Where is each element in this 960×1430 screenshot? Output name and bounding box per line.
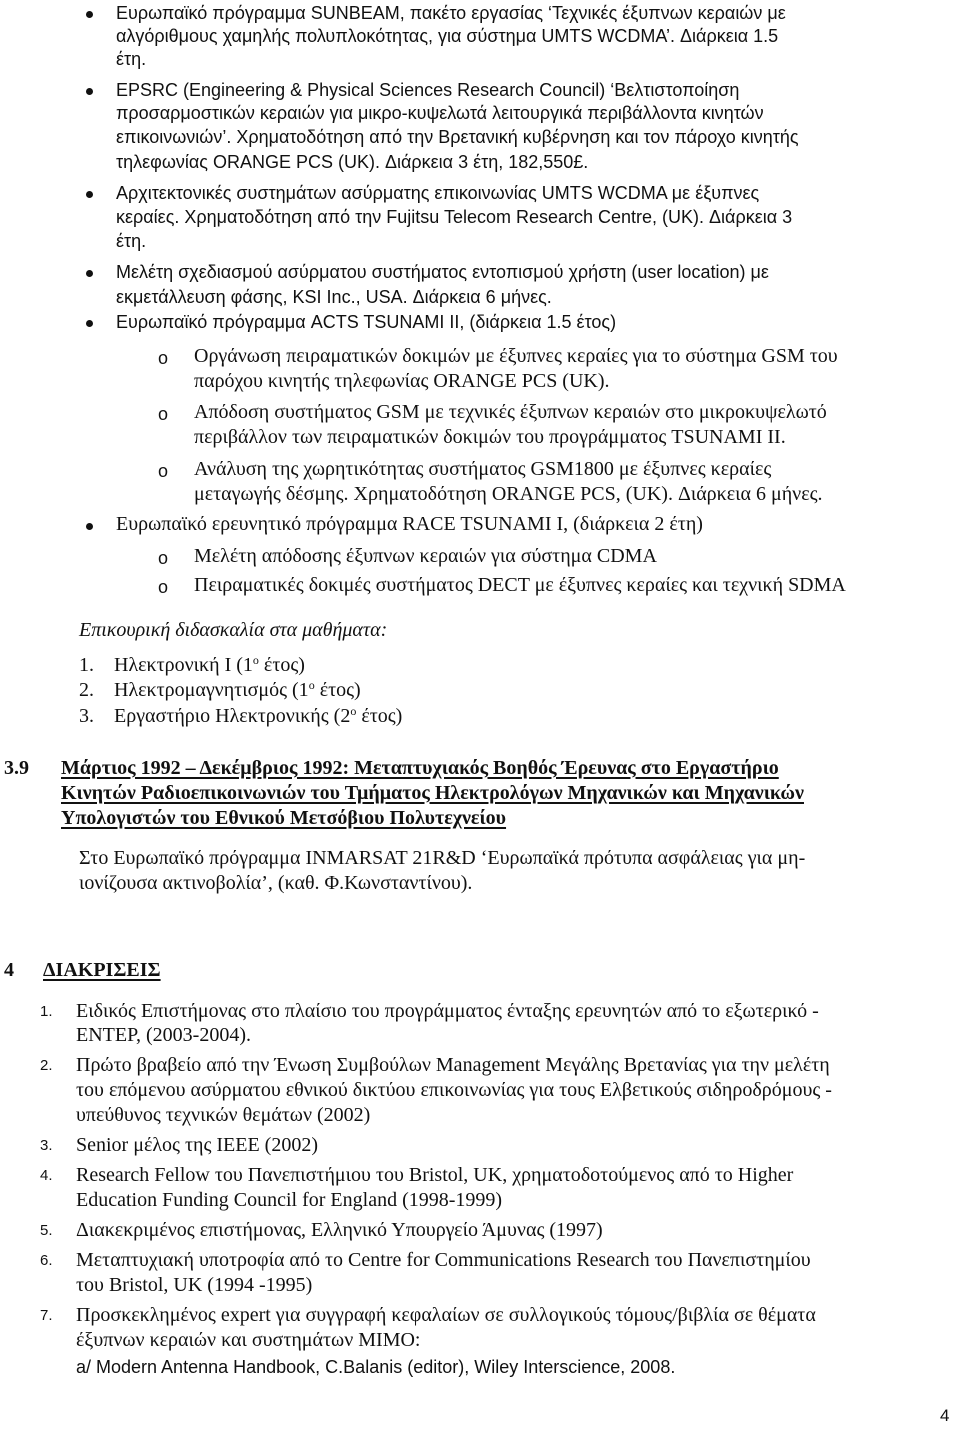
- distinction-num: 4.: [40, 1167, 53, 1184]
- distinction-7-line-1: Προσκεκλημένος expert για συγγραφή κεφαλαίων σε συλλογικούς τόμους/βιβλία σε θέματα: [76, 1304, 816, 1326]
- ring-bullet-marker: o: [158, 404, 169, 424]
- teaching-item-text: έτος): [356, 705, 403, 727]
- race-subitem-2: Πειραματικές δοκιμές συστήματος DECT με έξυπνες κεραίες και τεχνική SDMA: [194, 574, 846, 596]
- distinction-6-line-1: Μεταπτυχιακή υποτροφία από το Centre for Communications Research του Πανεπιστημίου: [76, 1249, 811, 1271]
- superscript: ο: [252, 653, 259, 667]
- teaching-item-text: έτος): [258, 654, 305, 676]
- teaching-item-text: έτος): [314, 679, 361, 701]
- distinction-4-line-2: Education Funding Council for England (1998-1999): [76, 1189, 503, 1211]
- bullet-2-line-2: προσαρμοστικών κεραιών για μικρο-κυψελωτά λειτουργικά περιβάλλοντα κινητών: [116, 103, 764, 123]
- tsunami2-item-3-line-1: Ανάλυση της χωρητικότητας συστήματος GSM1800 με έξυπνες κεραίες: [194, 458, 772, 480]
- teaching-item-num: 3.: [79, 705, 94, 727]
- bullet-marker: [86, 320, 93, 327]
- bullet-marker: [86, 523, 93, 530]
- distinction-num: 5.: [40, 1222, 53, 1239]
- distinction-1-line-2: ENTEP, (2003-2004).: [76, 1024, 251, 1046]
- distinction-2-line-1: Πρώτο βραβείο από την Ένωση Συμβούλων Management Μεγάλης Βρετανίας για την μελέτη: [76, 1054, 830, 1076]
- distinction-num: 3.: [40, 1137, 53, 1154]
- teaching-item-3: [79, 706, 402, 726]
- distinction-num: 2.: [40, 1057, 53, 1074]
- bullet-2-line-4: τηλεφωνίας ORANGE PCS (UK). Διάρκεια 3 έτη, 182,550£.: [116, 152, 589, 172]
- bullet-4-line-1: Μελέτη σχεδιασμού ασύρματου συστήματος εντοπισμού χρήστη (user location) με: [116, 262, 769, 282]
- distinction-3-line-1: Senior μέλος της IEEE (2002): [76, 1134, 319, 1156]
- teaching-item-text: Εργαστήριο Ηλεκτρονικής (2: [114, 705, 351, 727]
- bullet-5-line-1: Ευρωπαϊκό πρόγραμμα ACTS TSUNAMI II, (διάρκεια 1.5 έτος): [116, 312, 617, 332]
- bullet-marker: [86, 88, 93, 95]
- bullet-marker: [86, 191, 93, 198]
- tsunami2-item-1-line-1: Οργάνωση πειραματικών δοκιμών με έξυπνες κεραίες για το σύστημα GSM του: [194, 345, 838, 367]
- distinction-6-line-2: του Bristol, UK (1994 -1995): [76, 1274, 313, 1296]
- bullet-1-line-1: Ευρωπαϊκό πρόγραμμα SUNBEAM, πακέτο εργασίας ‘Τεχνικές έξυπνων κεραιών με: [116, 3, 786, 23]
- section-3-9-title-line-2: Κινητών Ραδιοεπικοινωνιών του Τμήματος Ηλεκτρολόγων Μηχανικών και Μηχανικών: [61, 782, 804, 804]
- distinction-4-line-1: Research Fellow του Πανεπιστήμιου του Bristol, UK, χρηματοδοτούμενος από το Higher: [76, 1164, 794, 1186]
- distinction-2-line-3: υπεύθυνος τεχνικών θεμάτων (2002): [76, 1104, 371, 1126]
- bullet-3-line-2: κεραίες. Χρηματοδότηση από την Fujitsu Telecom Research Centre, (UK). Διάρκεια 3: [116, 207, 793, 227]
- ring-bullet-marker: o: [158, 577, 169, 597]
- section-3-9-body-line-1: Στο Ευρωπαϊκό πρόγραμμα INMARSAT 21R&D ‘Ευρωπαϊκά πρότυπα ασφάλειας για μη-: [79, 847, 806, 869]
- teaching-item-num: 1.: [79, 654, 94, 676]
- teaching-item-num: 2.: [79, 679, 94, 701]
- teaching-item-1: [79, 655, 305, 675]
- distinction-1-line-1: Ειδικός Επιστήμονας στο πλαίσιο του προγράμματος ένταξης ερευνητών από το εξωτερικό -: [76, 1000, 819, 1022]
- distinction-num: 1.: [40, 1003, 53, 1020]
- bullet-marker: [86, 270, 93, 277]
- ring-bullet-marker: o: [158, 461, 169, 481]
- race-bullet-text: Ευρωπαϊκό ερευνητικό πρόγραμμα RACE TSUNAMI I, (διάρκεια 2 έτη): [116, 513, 703, 535]
- distinction-2-line-2: του επόμενου ασύρματου εθνικού δικτύου επικοινωνίας για τους Ελβετικούς σιδηροδρόμους -: [76, 1079, 832, 1101]
- bullet-4-line-2: εκμετάλλευση φάσης, KSI Inc., USA. Διάρκεια 6 μήνες.: [116, 287, 552, 307]
- section-4-number: 4: [4, 959, 14, 981]
- bullet-2-line-3: επικοινωνιών’. Χρηματοδότηση από την Βρετανική κυβέρνηση και τον πάροχο κινητής: [116, 127, 799, 147]
- bullet-1-line-3: έτη.: [116, 49, 147, 69]
- section-3-9-title-line-3: Υπολογιστών του Εθνικού Μετσόβιου Πολυτεχνείου: [61, 807, 507, 829]
- tsunami2-item-3-line-2: μεταγωγής δέσμης. Χρηματοδότηση ORANGE PCS, (UK). Διάρκεια 6 μήνες.: [194, 483, 823, 505]
- bullet-marker: [86, 11, 93, 18]
- superscript: ο: [308, 678, 315, 692]
- bullet-3-line-3: έτη.: [116, 231, 147, 251]
- bullet-3-line-1: Αρχιτεκτονικές συστημάτων ασύρματης επικοινωνίας UMTS WCDMA με έξυπνες: [116, 183, 760, 203]
- teaching-heading: Επικουρική διδασκαλία στα μαθήματα:: [79, 619, 388, 641]
- teaching-item-2: [79, 680, 361, 700]
- teaching-item-text: Ηλεκτρομαγνητισμός (1: [114, 679, 309, 701]
- page-number: 4: [940, 1406, 950, 1425]
- tsunami2-item-2-line-1: Απόδοση συστήματος GSM με τεχνικές έξυπνων κεραιών στο μικροκυψελωτό: [194, 401, 827, 423]
- distinction-5-line-1: Διακεκριμένος επιστήμονας, Ελληνικό Υπουργείο Άμυνας (1997): [76, 1219, 603, 1241]
- distinction-7-line-2: έξυπνων κεραιών και συστημάτων MIMO:: [76, 1329, 421, 1351]
- distinction-7-line-3: a/ Modern Antenna Handbook, C.Balanis (editor), Wiley Interscience, 2008.: [76, 1357, 676, 1377]
- race-subitem-1: Μελέτη απόδοσης έξυπνων κεραιών για σύστημα CDMA: [194, 545, 657, 567]
- section-3-9-number: 3.9: [4, 757, 29, 779]
- section-3-9-title-line-1: Μάρτιος 1992 – Δεκέμβριος 1992: Μεταπτυχιακός Βοηθός Έρευνας στο Εργαστήριο: [61, 757, 779, 779]
- superscript: ο: [350, 704, 357, 718]
- distinction-num: 7.: [40, 1307, 53, 1324]
- distinction-num: 6.: [40, 1252, 53, 1269]
- bullet-2-line-1: EPSRC (Engineering & Physical Sciences Research Council) ‘Βελτιστοποίηση: [116, 80, 740, 100]
- ring-bullet-marker: o: [158, 348, 169, 368]
- section-3-9-body-line-2: ιονίζουσα ακτινοβολία’, (καθ. Φ.Κωνσταντίνου).: [79, 872, 473, 894]
- teaching-item-text: Ηλεκτρονική Ι (1: [114, 654, 253, 676]
- bullet-1-line-2: αλγόριθμους χαμηλής πολυπλοκότητας, για σύστημα UMTS WCDMA’. Διάρκεια 1.5: [116, 26, 779, 46]
- tsunami2-item-2-line-2: περιβάλλον των πειραματικών δοκιμών του προγράμματος TSUNAMI II.: [194, 426, 786, 448]
- section-4-title: ΔΙΑΚΡΙΣΕΙΣ: [43, 959, 161, 981]
- ring-bullet-marker: o: [158, 548, 169, 568]
- tsunami2-item-1-line-2: παρόχου κινητής τηλεφωνίας ORANGE PCS (UK).: [194, 370, 610, 392]
